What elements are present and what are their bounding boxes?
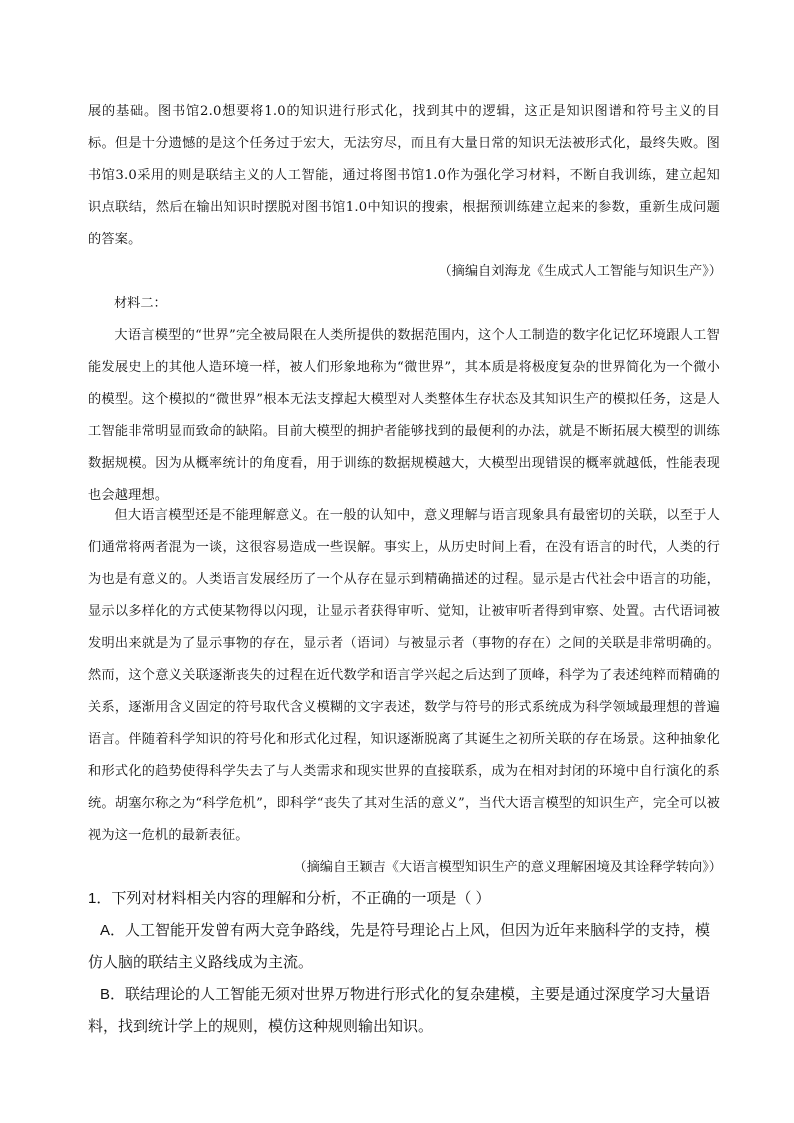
question-1: 1．下列对材料相关内容的理解和分析，不正确的一项是（ ） [88, 890, 491, 907]
option-b-text: B．联结理论的人工智能无须对世界万物进行形式化的复杂建模，主要是通过深度学习大量语料，找到统计学上的规则，模仿这种规则输出知识。 [88, 986, 711, 1035]
source-citation-2: （摘编自王颖吉《大语言模型知识生产的意义理解困境及其诠释学转向》） [293, 860, 722, 875]
paragraph-top: 展的基础。图书馆2.0想要将1.0的知识进行形式化，找到其中的逻辑，这正是知识图谱和符号主义的目标。但是十分遗憾的是这个任务过于宏大，无法穷尽，而且有大量日常的知识无法被形式化，最终失败。图书馆3.0采用的则是联结主义的人工智能，通过将图书馆1.0作为强化学习材料，不断自我训练，建立起知识点联结，然后在输出知识时摆脱对图书馆1.0中知识的搜索，根据预训练建立起来的参数，重新生成问题的答案。 [88, 104, 720, 247]
option-a-text: A．人工智能开发曾有两大竞争路线，先是符号理论占上风，但因为近年来脑科学的支持，模仿人脑的联结主义路线成为主流。 [88, 922, 711, 971]
source-citation-1: （摘编自刘海龙《生成式人工智能与知识生产》） [438, 264, 722, 279]
option-b [88, 979, 720, 1043]
option-a [88, 915, 720, 979]
material-2-paragraph-1: 大语言模型的“世界”完全被局限在人类所提供的数据范围内，这个人工制造的数字化记忆环境跟人工智能发展史上的其他人造环境一样，被人们形象地称为“微世界”，其本质是将极度复杂的世界简化为一个微小的模型。这个模拟的“微世界”根本无法支撑起大模型对人类整体生存状态及其知识生产的模拟任务，这是人工智能非常明显而致命的缺陷。目前大模型的拥护者能够找到的最便利的办法，就是不断拓展大模型的训练数据规模。因为从概率统计的角度看，用于训练的数据规模越大，大模型出现错误的概率就越低，性能表现也会越理想。 [88, 328, 720, 503]
material-2-label: 材料二： [114, 296, 167, 311]
material-2-paragraph-2: 但大语言模型还是不能理解意义。在一般的认知中，意义理解与语言现象具有最密切的关联，以至于人们通常将两者混为一谈，这很容易造成一些误解。事实上，从历史时间上看，在没有语言的时代，人类的行为也是有意义的。人类语言发展经历了一个从存在显示到精确描述的过程。显示是古代社会中语言的功能，显示以多样化的方式使某物得以闪现，让显示者获得审听、觉知，让被审听者得到审察、处置。古代语词被发明出来就是为了显示事物的存在，显示者（语词）与被显示者（事物的存在）之间的关联是非常明确的。然而，这个意义关联逐渐丧失的过程在近代数学和语言学兴起之后达到了顶峰，科学为了表述纯粹而精确的关系，逐渐用含义固定的符号取代含义模糊的文字表述，数学与符号的形式系统成为科学领域最理想的普遍语言。伴随着科学知识的符号化和形式化过程，知识逐渐脱离了其诞生之初所关联的存在场景。这种抽象化和形式化的趋势使得科学失去了与人类需求和现实世界的直接联系，成为在相对封闭的环境中自行演化的系统。胡塞尔称之为“科学危机”，即科学“丧失了其对生活的意义”，当代大语言模型的知识生产，完全可以被视为这一危机的最新表征。 [88, 508, 720, 843]
